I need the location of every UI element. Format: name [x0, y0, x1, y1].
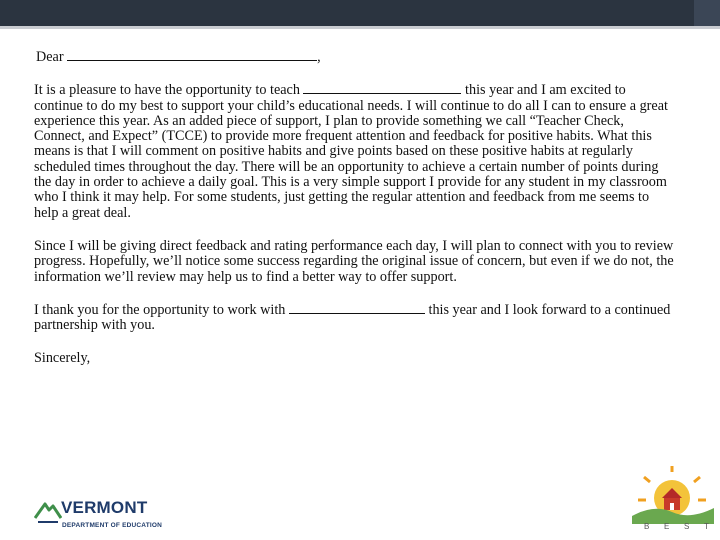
top-bar-rule [0, 26, 720, 29]
student-name-blank-2 [289, 313, 425, 314]
vermont-education-logo [34, 496, 164, 532]
paragraph-3-lead: I thank you for the opportunity to work with [34, 301, 286, 318]
paragraph-1-body: this year and I am excited to continue to do my best to support your child’s educational needs. I will continue to do all I can to ensure a great experience this year. As an added piece of support, I plan to provide something we call “Teacher Check, Connect, and Expect” (TCCE) to provide more frequent attention and feedback for positive habits. What this means is that I will comment on positive habits and give points based on these positive habits at regularly scheduled times throughout the day. There will be an opportunity to achieve a certain number of points during the day in order to achieve a daily goal. This is a very simple support I provide for any student in my classroom who I think it may help. For some students, just getting the regular attention and feedback from me seems to help a great deal. [34, 82, 668, 221]
top-bar-corner-block [694, 0, 720, 26]
slide-top-bar [0, 0, 720, 26]
mountain-icon [34, 496, 62, 526]
pbis-letter-t: T [704, 522, 709, 531]
letter-paragraph-3 [34, 303, 674, 334]
letter-closing: Sincerely, [34, 350, 91, 367]
paragraph-3-body: this year and I look forward to a continued partnership with you. [34, 301, 671, 334]
letter-paragraph-1 [34, 83, 674, 221]
letter-paragraph-2: Since I will be giving direct feedback and rating performance each day, I will plan to connect with you to review progress. Hopefully, we’ll notice some success regarding the original issue of concern, but even if we do not, the information we’ll review may help us to find a better way to offer support. [34, 237, 674, 285]
greeting-word: Dear [36, 49, 64, 65]
department-label: DEPARTMENT OF EDUCATION [62, 522, 163, 529]
pbis-logo [624, 464, 716, 538]
vermont-wordmark: VERMONT [61, 498, 148, 517]
pbis-letter-b: B [644, 522, 650, 531]
parent-letter [34, 50, 674, 367]
pbis-letter-s: S [684, 522, 690, 531]
letter-greeting: Dear , [36, 49, 321, 65]
pbis-letter-e: E [664, 522, 670, 531]
paragraph-1-lead: It is a pleasure to have the opportunity to teach [34, 82, 300, 99]
schoolhouse-sun-icon [624, 464, 716, 524]
student-name-blank-1 [303, 93, 461, 94]
parent-name-blank [67, 60, 317, 61]
